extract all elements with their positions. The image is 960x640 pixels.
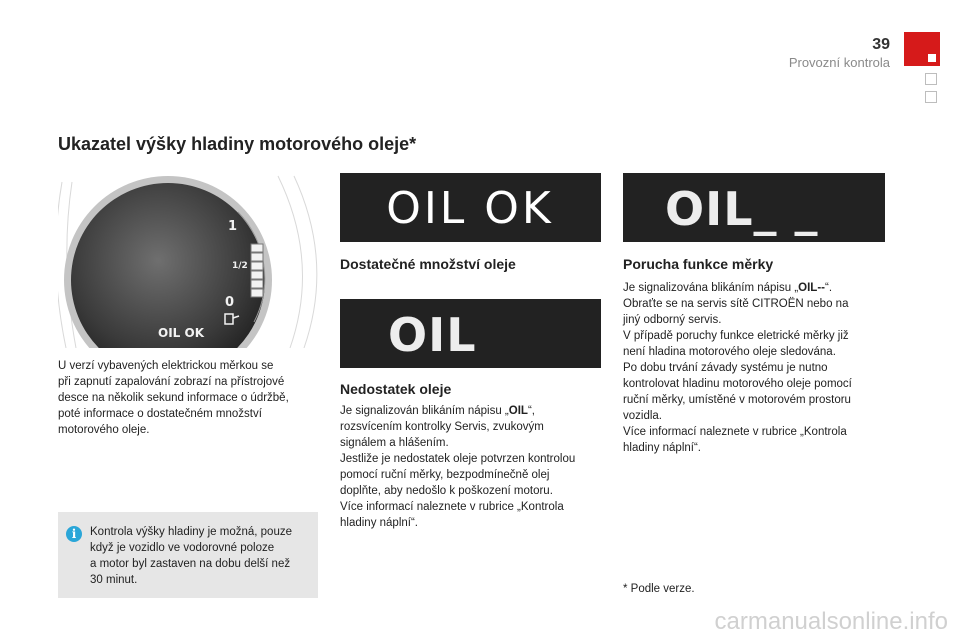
text-run: Je signalizován blikáním nápisu „ (340, 405, 509, 417)
low-oil-line: signálem a hlášením. (340, 437, 449, 449)
gauge-mark-half: 1/2 (232, 261, 248, 271)
watermark: carmanualsonline.info (714, 608, 948, 635)
oil-code: OIL (508, 405, 528, 417)
gauge-mark-full: 1 (228, 219, 238, 234)
oil-fault-display-text: OIL_ _ (665, 182, 819, 236)
low-oil-text (340, 403, 602, 531)
intro-line: při zapnutí zapalování zobrazí na přístrojové (58, 376, 285, 388)
fault-line: hladiny náplní“. (623, 442, 701, 454)
oil-ok-display-text: OIL OK (386, 183, 554, 234)
low-oil-line: Více informací naleznete v rubrice „Kontrola (340, 501, 564, 513)
gauge-fault-heading: Porucha funkce měrky (623, 256, 774, 272)
corner-mark (928, 54, 936, 62)
info-note (58, 512, 318, 598)
page-title: Ukazatel výšky hladiny motorového oleje* (58, 134, 417, 154)
oil-ok-display-panel (340, 173, 601, 242)
info-line: Kontrola výšky hladiny je možná, pouze (90, 526, 292, 538)
section-name: Provozní kontrola (788, 55, 890, 70)
fault-line (623, 280, 885, 296)
intro-line: poté informace o dostatečném množství (58, 408, 262, 420)
low-oil-line: pomocí ruční měrky, bezpodmínečně olej (340, 469, 550, 481)
intro-text (58, 358, 316, 438)
gauge-display-text: OIL OK (158, 326, 204, 340)
info-line: 30 minut. (90, 574, 138, 586)
gauge-mark-empty: 0 (225, 295, 235, 310)
fault-line: ruční měrky, umístěné v motorovém prostoru (623, 394, 851, 406)
corner-red-tab (904, 32, 940, 66)
gauge-fault-text (623, 280, 885, 456)
intro-line: desce na několik sekund informace o údržbě, (58, 392, 289, 404)
low-oil-line (340, 403, 602, 419)
oil-low-display-text: OIL (388, 308, 477, 362)
intro-line: motorového oleje. (58, 424, 150, 436)
intro-line: U verzí vybavených elektrickou měrkou se (58, 360, 274, 372)
fault-line: vozidla. (623, 410, 662, 422)
corner-box-1 (925, 73, 937, 85)
oil-fault-code: OIL-- (798, 282, 825, 294)
info-line: když je vozidlo ve vodorovné poloze (90, 542, 275, 554)
sufficient-oil-heading: Dostatečné množství oleje (340, 256, 516, 272)
fault-line: jiný odborný servis. (623, 314, 722, 326)
fault-line: Více informací naleznete v rubrice „Kontrola (623, 426, 847, 438)
fault-line: Obraťte se na servis sítě CITROËN nebo na (623, 298, 849, 310)
info-note-text (90, 524, 312, 588)
corner-box-2 (925, 91, 937, 103)
fault-line: V případě poruchy funkce eletrické měrky již (623, 330, 849, 342)
page-number: 39 (872, 36, 890, 53)
info-icon: i (66, 526, 82, 542)
fault-line: Po dobu trvání závady systému je nutno (623, 362, 828, 374)
oil-fault-display-panel (623, 173, 885, 242)
text-run: “, (527, 405, 535, 417)
info-line: a motor byl zastaven na dobu delší než (90, 558, 291, 570)
text-run: Je signalizována blikáním nápisu „ (623, 282, 799, 294)
low-oil-line: rozsvícením kontrolky Servis, zvukovým (340, 421, 544, 433)
low-oil-line: hladiny náplní“. (340, 517, 418, 529)
fault-line: není hladina motorového oleje sledována. (623, 346, 836, 358)
low-oil-line: doplňte, aby nedošlo k poškození motoru. (340, 485, 553, 497)
level-segments (251, 244, 263, 297)
low-oil-heading: Nedostatek oleje (340, 381, 452, 397)
footnote: * Podle verze. (623, 583, 695, 595)
fault-line: kontrolovat hladinu motorového oleje pomocí (623, 378, 852, 390)
oil-gauge-illustration (58, 172, 320, 348)
oil-low-display-panel (340, 299, 601, 368)
text-run: “. (824, 282, 833, 294)
low-oil-line: Jestliže je nedostatek oleje potvrzen kontrolou (340, 453, 576, 465)
